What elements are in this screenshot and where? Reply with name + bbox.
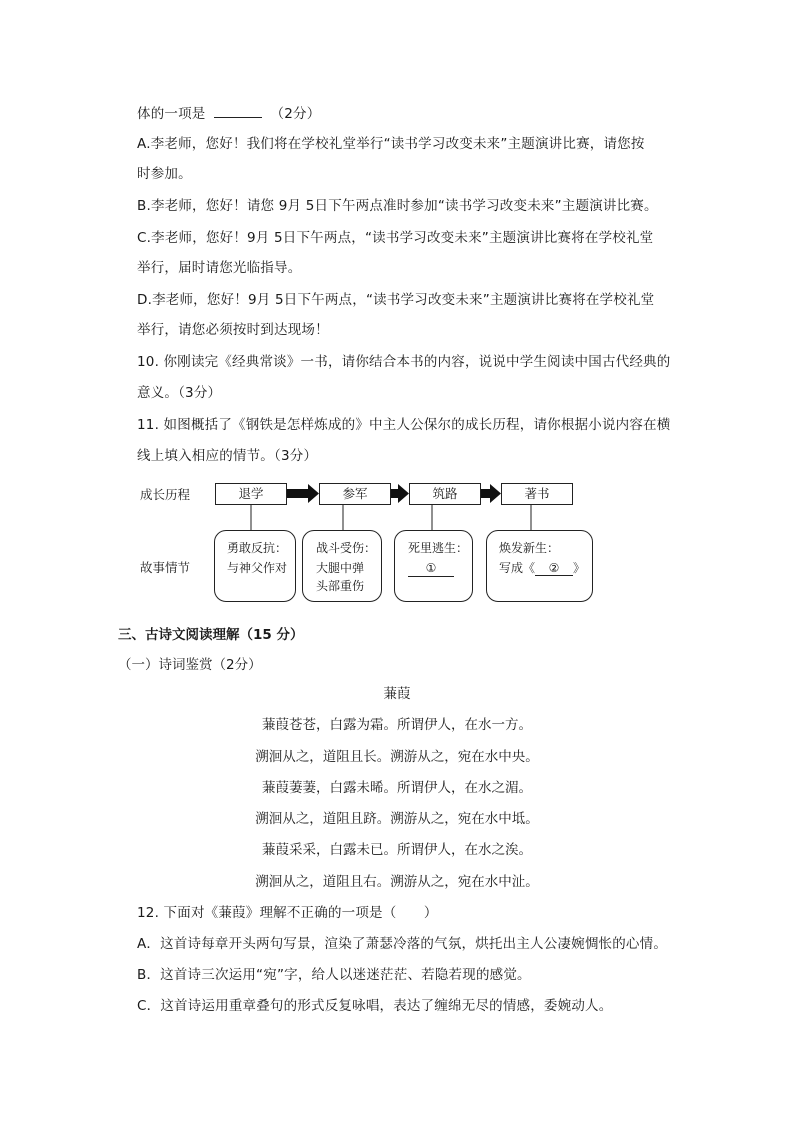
story-4-title: 焕发新生：	[499, 541, 560, 555]
q12-option-a: A．这首诗每章开头两句写景，渲染了萧瑟冷落的气氛，烘托出主人公凄婉惆怅的心情。	[137, 936, 668, 952]
stage-box-4: 著书	[501, 483, 573, 505]
story-3-title: 死里逃生：	[408, 541, 469, 555]
story-1-body: 与神父作对	[227, 561, 288, 575]
q10-line2: 意义。（3分）	[137, 385, 222, 401]
q9-score: （2分）	[270, 106, 321, 122]
section-3-heading: 三、古诗文阅读理解（15 分）	[118, 627, 304, 643]
stage-box-2: 参军	[319, 483, 391, 505]
story-box-1	[214, 530, 296, 602]
poem-line-2: 溯洄从之，道阻且长。溯游从之，宛在水中央。	[255, 749, 539, 765]
q11-line1: 11. 如图概括了《钢铁是怎样炼成的》中主人公保尔的成长历程，请你根据小说内容在横	[137, 417, 671, 433]
story-4-body	[499, 558, 592, 578]
story-1-title: 勇敢反抗：	[227, 541, 288, 555]
q9-option-a-line1: A.李老师，您好！我们将在学校礼堂举行“读书学习改变未来”主题演讲比赛，请您按	[137, 136, 645, 152]
section-3-sub: （一）诗词鉴赏（2分）	[118, 657, 262, 673]
poem-line-1: 蒹葭苍苍，白露为霜。所谓伊人，在水一方。	[262, 717, 532, 733]
q12-stem: 12. 下面对《蒹葭》理解不正确的一项是（ ）	[137, 905, 438, 921]
poem-line-6: 溯洄从之，道阻且右。溯游从之，宛在水中沚。	[255, 874, 539, 890]
q9-option-b: B.李老师，您好！请您 9月 5日下午两点准时参加“读书学习改变未来”主题演讲比赛。	[137, 198, 658, 214]
story-2-body2: 头部重伤	[316, 579, 365, 593]
story-2-body: 大腿中弹	[316, 561, 365, 575]
q10-line1: 10. 你刚读完《经典常谈》一书，请你结合本书的内容，说说中学生阅读中国古代经典的	[137, 354, 671, 370]
story-box-2	[302, 530, 382, 602]
poem-line-4: 溯洄从之，道阻且跻。溯游从之，宛在水中坻。	[255, 811, 539, 827]
story-box-4	[486, 530, 593, 602]
poem-line-3: 蒹葭萋萋，白露未晞。所谓伊人，在水之湄。	[262, 780, 532, 796]
q12-option-b: B．这首诗三次运用“宛”字，给人以迷迷茫茫、若隐若现的感觉。	[137, 967, 531, 983]
stage-box-1: 退学	[215, 483, 287, 505]
story-4-blank: ②	[535, 561, 573, 576]
poem-title: 蒹葭	[383, 686, 411, 702]
q9-option-d-line1: D.李老师，您好！9月 5日下午两点，“读书学习改变未来”主题演讲比赛将在学校礼堂	[137, 292, 655, 308]
q9-option-c-line1: C.李老师，您好！9月 5日下午两点，“读书学习改变未来”主题演讲比赛将在学校礼堂	[137, 230, 654, 246]
q11-line2: 线上填入相应的情节。（3分）	[137, 448, 318, 464]
q9-stem-text: 体的一项是	[137, 106, 206, 122]
row-label-story: 故事情节	[140, 560, 191, 575]
q9-option-d-line2: 举行，请您必须按时到达现场！	[137, 322, 329, 338]
row-label-growth: 成长历程	[140, 487, 191, 502]
story-4-suffix: 》	[573, 561, 586, 575]
poem-line-5: 蒹葭采采，白露未已。所谓伊人，在水之涘。	[262, 842, 532, 858]
story-2-title: 战斗受伤：	[316, 541, 377, 555]
story-4-prefix: 写成《	[499, 561, 536, 575]
q9-option-a-line2: 时参加。	[137, 166, 192, 182]
stage-box-3: 筑路	[409, 483, 481, 505]
q9-option-c-line2: 举行，届时请您光临指导。	[137, 260, 302, 276]
q12-option-c: C．这首诗运用重章叠句的形式反复咏唱，表达了缠绵无尽的情感，委婉动人。	[137, 998, 613, 1014]
story-3-blank: ①	[408, 560, 454, 577]
story-box-3	[394, 530, 473, 602]
